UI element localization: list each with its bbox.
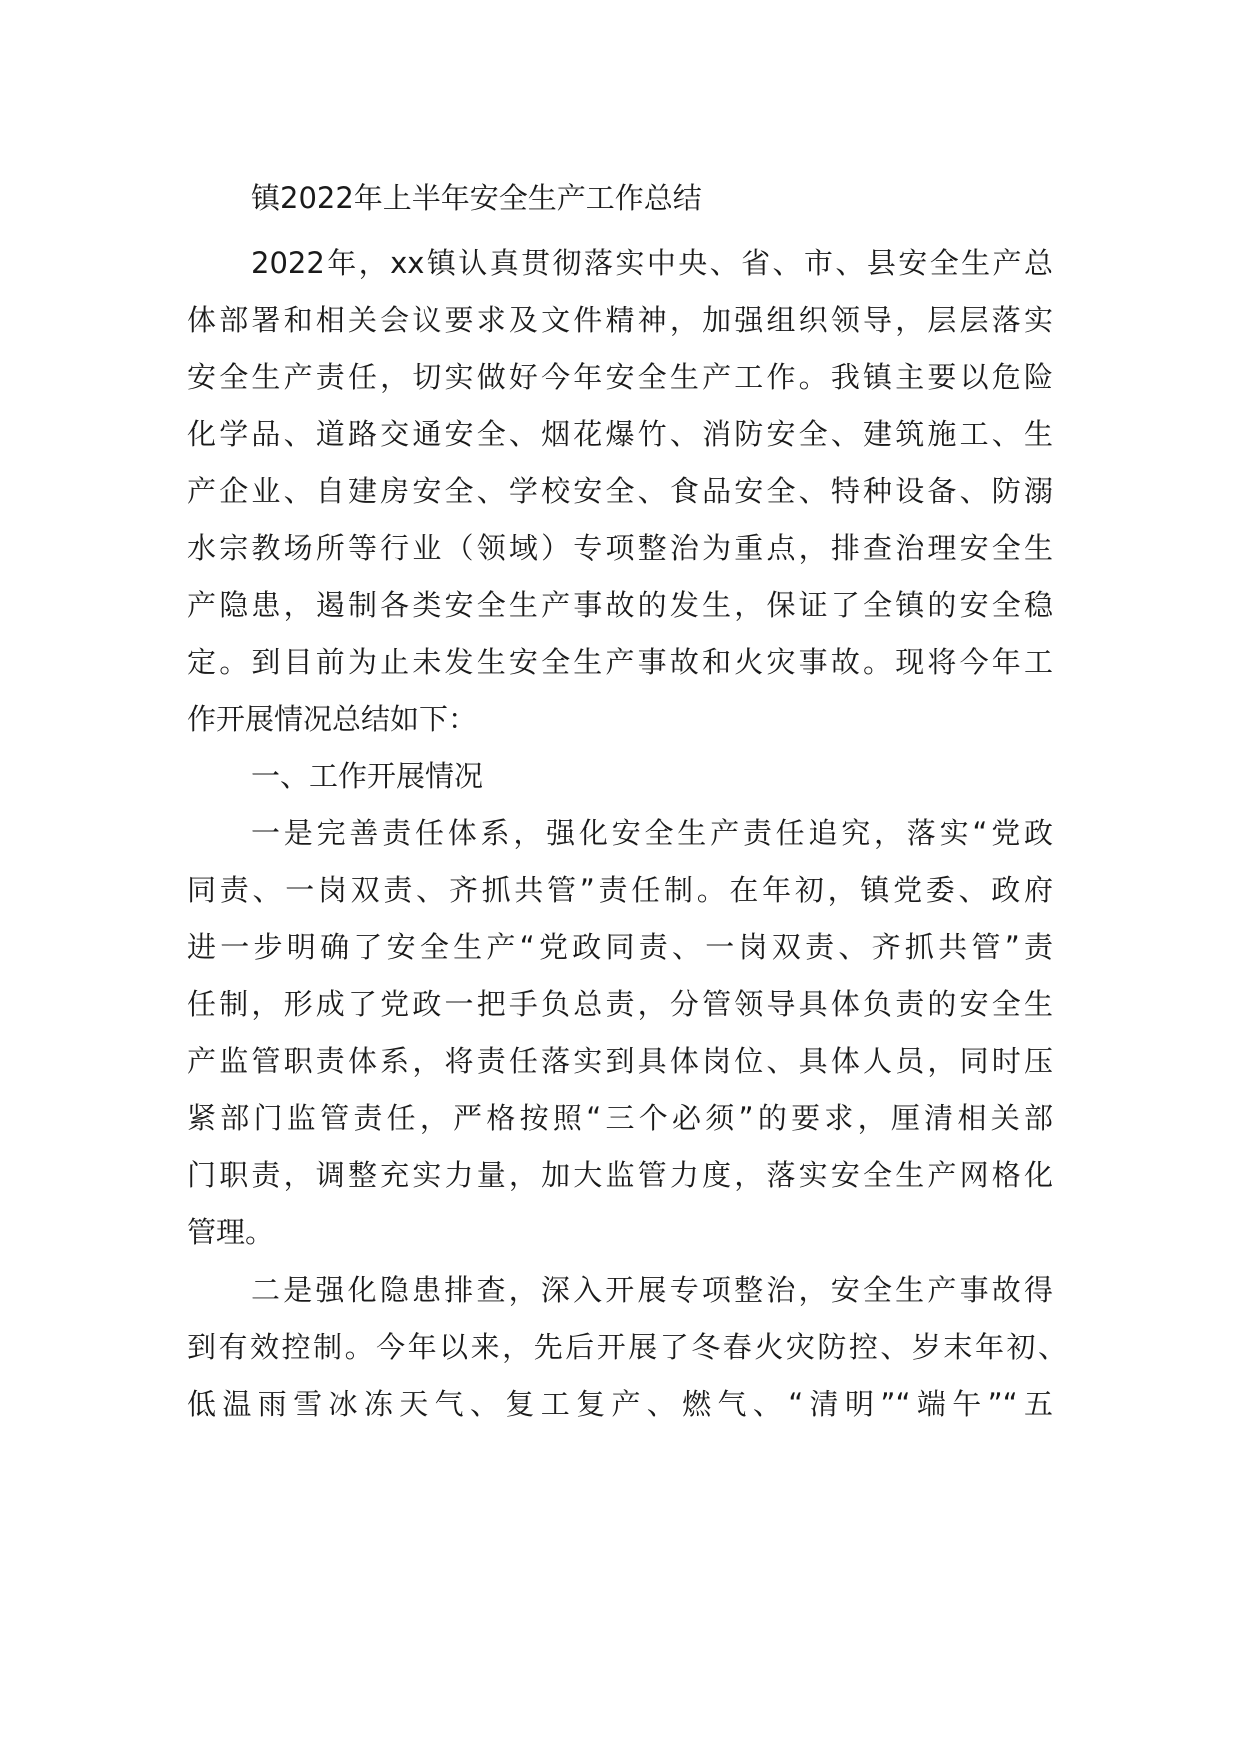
document-title: 镇2022年上半年安全生产工作总结 [251,181,702,215]
paragraph-4-line-3 [187,1384,1053,1424]
paragraph-3-line-1-text: 一是完善责任体系，强化安全生产责任追究，落实“党政 [251,816,1053,850]
paragraph-4-line-1 [251,1270,1053,1310]
paragraph-4-line-1-text: 二是强化隐患排查，深入开展专项整治，安全生产事故得 [251,1273,1053,1307]
paragraph-3-line-3-text: 进一步明确了安全生产“党政同责、一岗双责、齐抓共管”责 [187,930,1053,964]
paragraph-1-line-7-text: 产隐患，遏制各类安全生产事故的发生，保证了全镇的安全稳 [187,588,1053,622]
paragraph-1-line-4-text: 化学品、道路交通安全、烟花爆竹、消防安全、建筑施工、生 [187,417,1053,451]
paragraph-3-line-3 [187,927,1053,967]
paragraph-3-line-6 [187,1098,1053,1138]
paragraph-3-line-5 [187,1041,1053,1081]
paragraph-1-line-1 [251,243,1053,283]
paragraph-3-line-5-text: 产监管职责体系，将责任落实到具体岗位、具体人员，同时压 [187,1044,1053,1078]
paragraph-3-line-2 [187,870,1053,910]
paragraph-3-line-2-text: 同责、一岗双责、齐抓共管”责任制。在年初，镇党委、政府 [187,873,1053,907]
paragraph-3-line-4-text: 任制，形成了党政一把手负总责，分管领导具体负责的安全生 [187,987,1053,1021]
paragraph-4-line-3-text: 低温雨雪冰冻天气、复工复产、燃气、“清明”“端午”“五 [187,1387,1053,1421]
paragraph-3-line-7 [187,1155,1053,1195]
paragraph-1-line-3 [187,357,1053,397]
paragraph-4-line-2-text: 到有效控制。今年以来，先后开展了冬春火灾防控、岁末年初、 [187,1330,1067,1364]
paragraph-1-line-7 [187,585,1053,625]
paragraph-3-line-7-text: 门职责，调整充实力量，加大监管力度，落实安全生产网格化 [187,1158,1053,1192]
paragraph-3-line-8: 管理。 [187,1215,275,1249]
paragraph-1-line-5-text: 产企业、自建房安全、学校安全、食品安全、特种设备、防溺 [187,474,1053,508]
paragraph-4-line-2 [187,1327,1067,1367]
paragraph-1-line-3-text: 安全生产责任，切实做好今年安全生产工作。我镇主要以危险 [187,360,1053,394]
paragraph-1-line-9: 作开展情况总结如下： [187,702,478,736]
paragraph-3-line-6-text: 紧部门监管责任，严格按照“三个必须”的要求，厘清相关部 [187,1101,1053,1135]
paragraph-1-line-5 [187,471,1053,511]
paragraph-3-line-4 [187,984,1053,1024]
paragraph-1-line-2-text: 体部署和相关会议要求及文件精神，加强组织领导，层层落实 [187,303,1053,337]
paragraph-3-line-1 [251,813,1053,853]
paragraph-1-line-8 [187,642,1053,682]
paragraph-1-line-8-text: 定。到目前为止未发生安全生产事故和火灾事故。现将今年工 [187,645,1053,679]
paragraph-1-line-6-text: 水宗教场所等行业（领域）专项整治为重点，排查治理安全生 [187,531,1053,565]
paragraph-1-line-4 [187,414,1053,454]
paragraph-1-line-2 [187,300,1053,340]
section-heading: 一、工作开展情况 [251,759,484,793]
paragraph-1-line-1-text: 2022年，xx镇认真贯彻落实中央、省、市、县安全生产总 [251,246,1053,280]
paragraph-1-line-6 [187,528,1053,568]
